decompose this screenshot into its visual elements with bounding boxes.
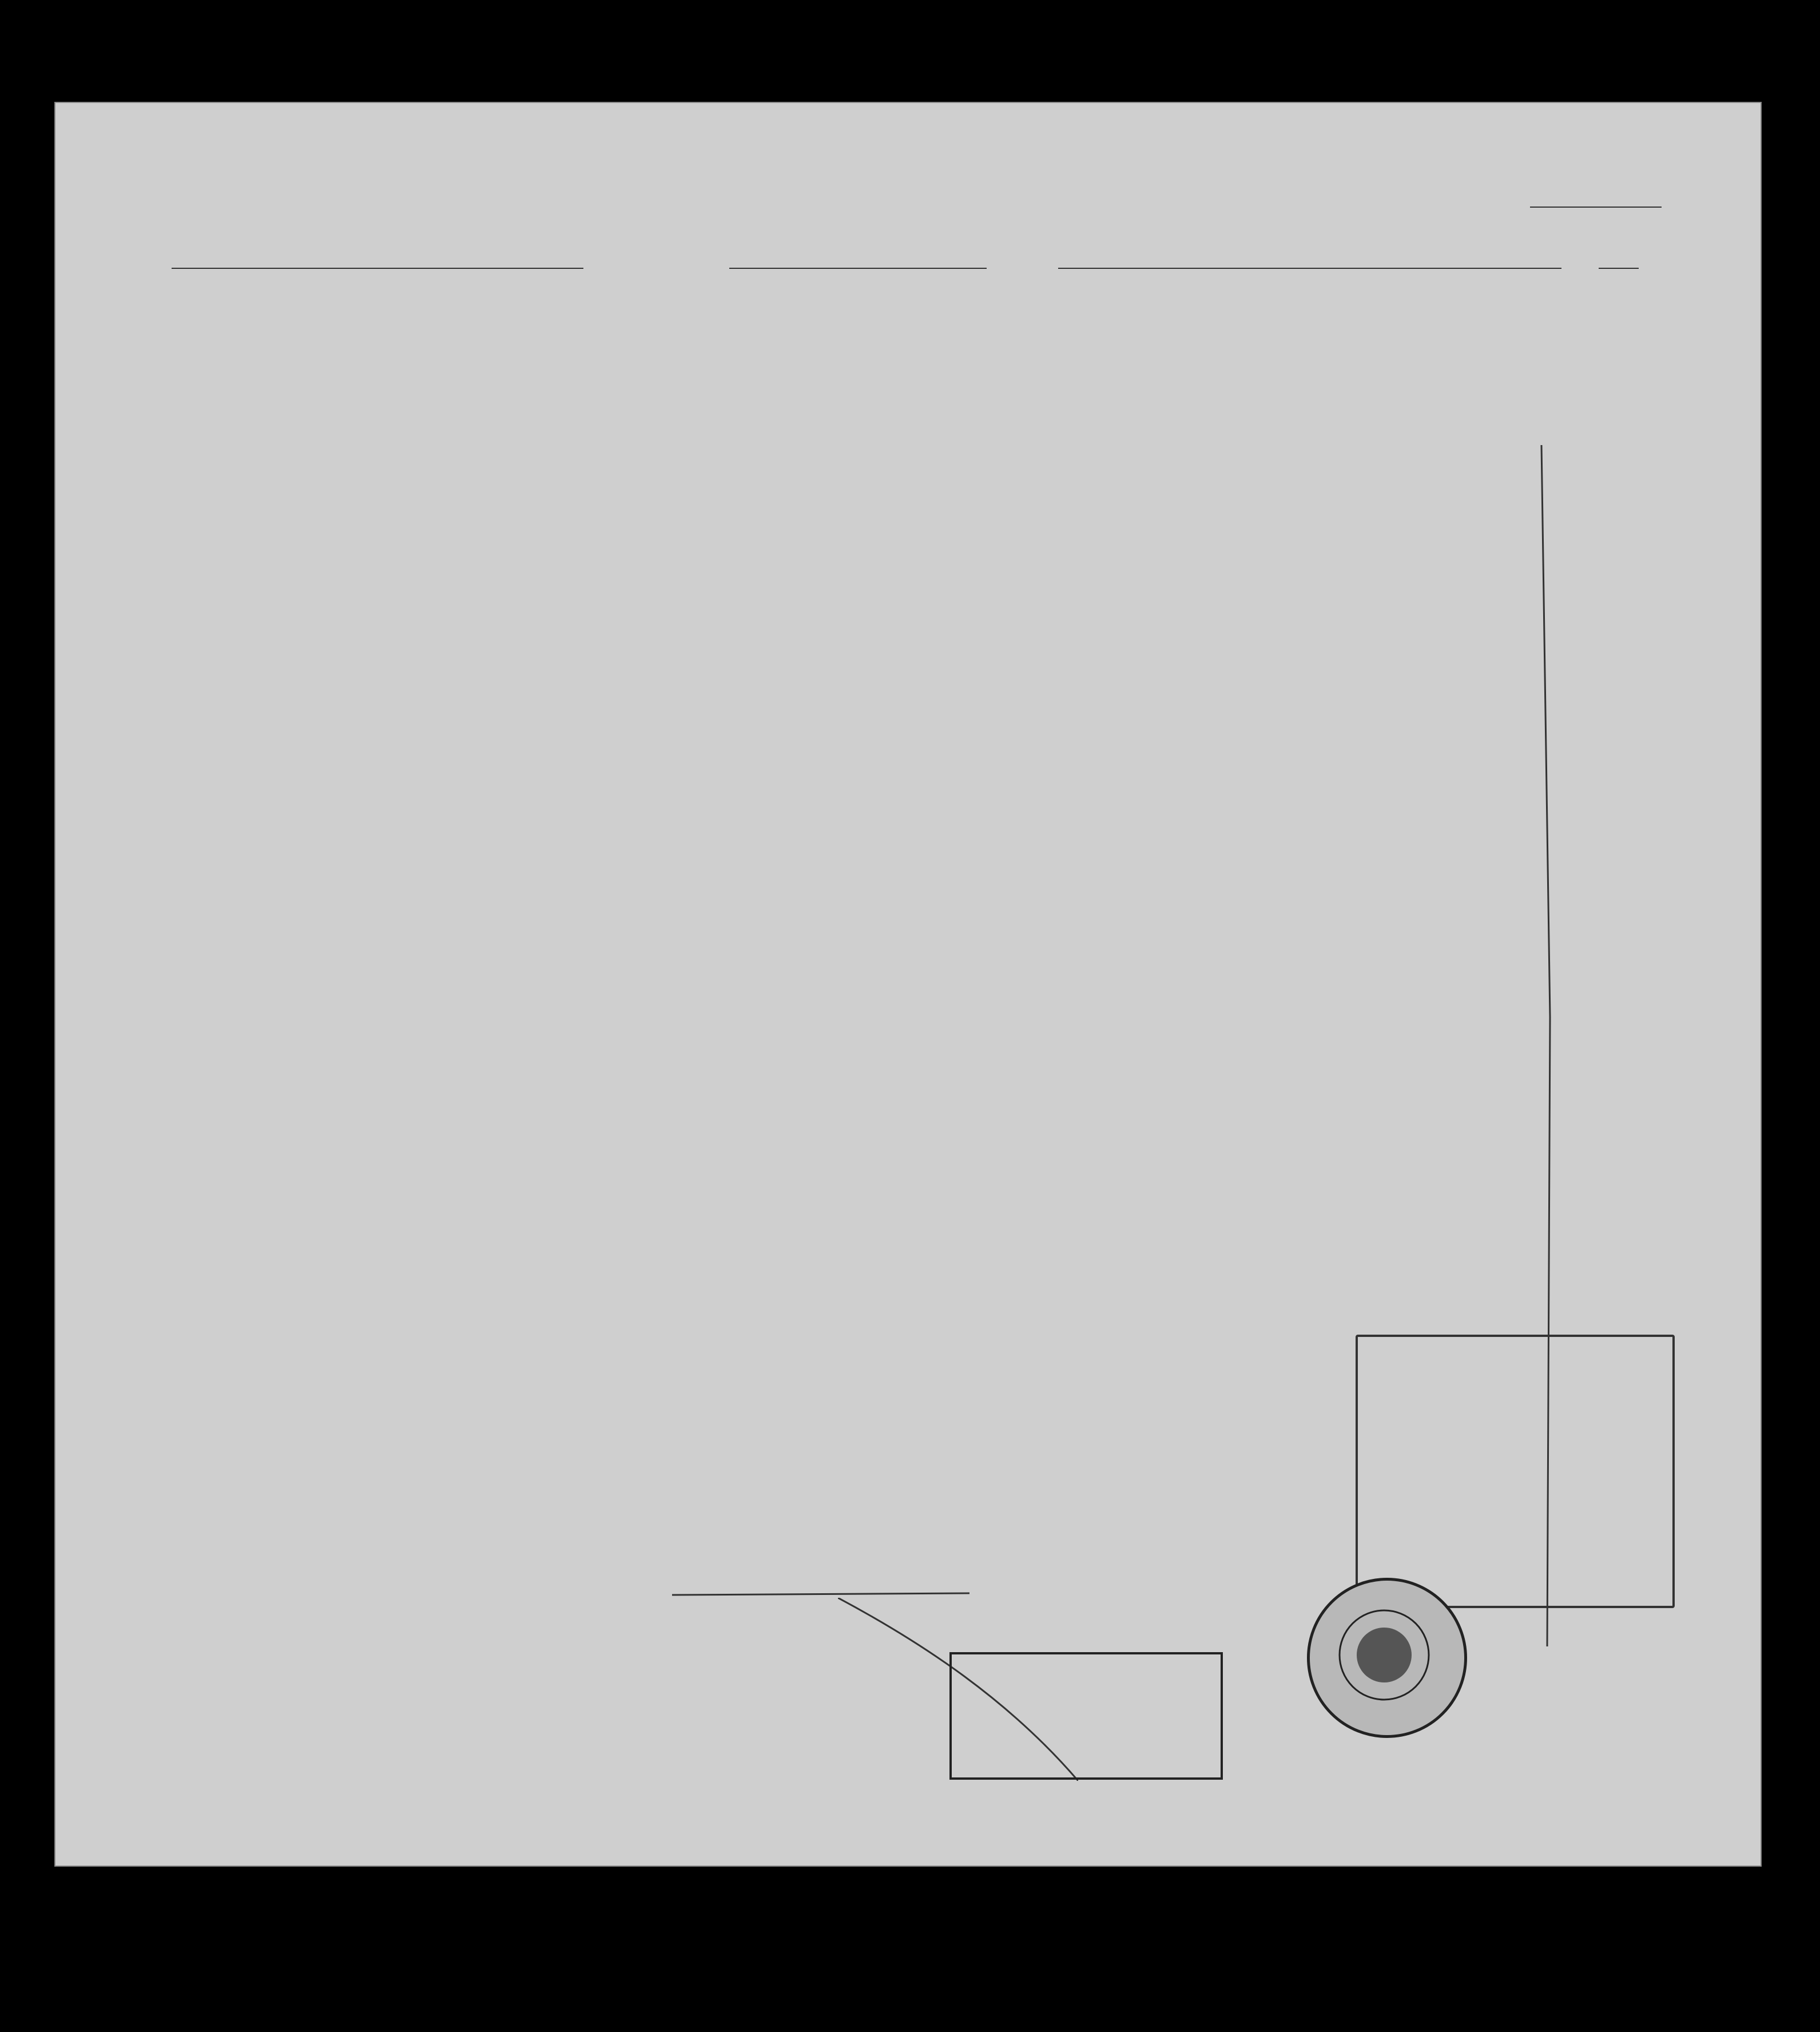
fee-stamp [949, 1652, 1223, 1780]
sheet-number-field [1530, 207, 1662, 208]
year-field [1599, 268, 1639, 269]
vessel-field [172, 268, 583, 269]
arriving-port-field [1058, 268, 1561, 269]
sailing-port-field [729, 268, 987, 269]
consulate-visa-stamp [1356, 1335, 1675, 1608]
seal-graphic [1310, 1581, 1459, 1729]
consulate-seal [1307, 1578, 1467, 1738]
manifest-sheet [54, 102, 1762, 1867]
